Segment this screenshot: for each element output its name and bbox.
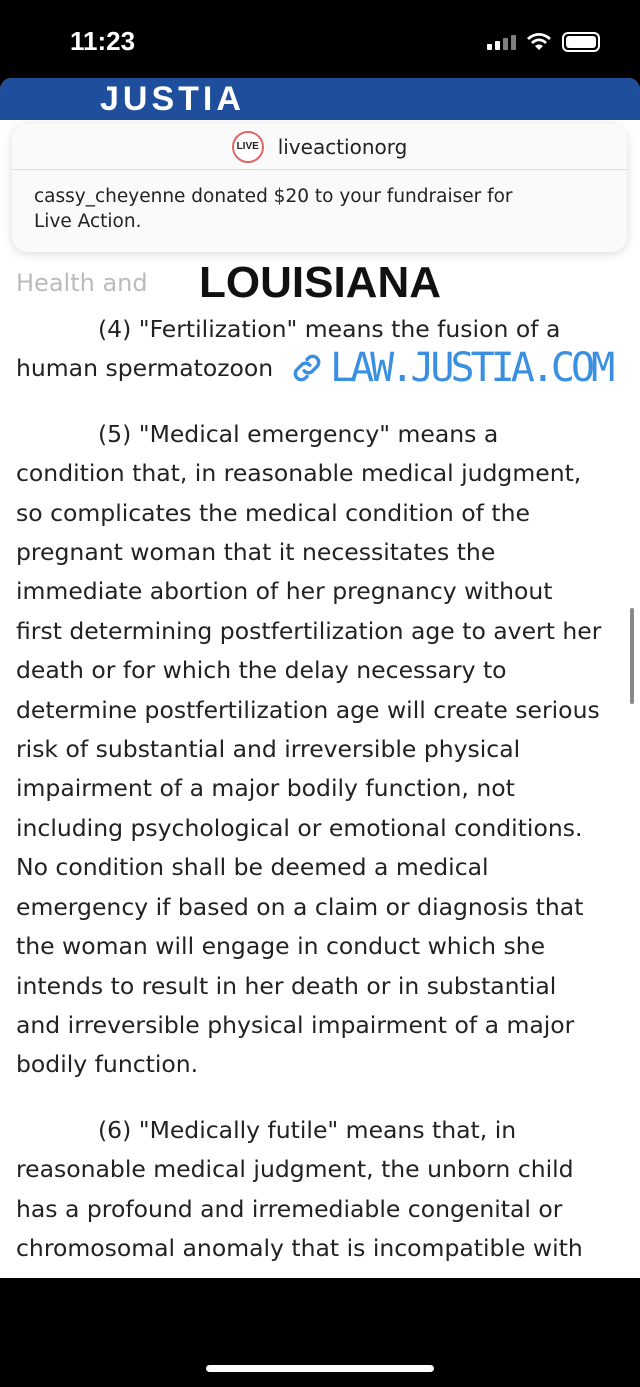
ghost-text: Health and [16, 269, 148, 297]
text-line: intends to result in her death or in substantial [16, 971, 557, 1000]
link-label: LAW.JUSTIA.COM [330, 345, 612, 391]
battery-icon [562, 32, 600, 52]
text-line: the woman will engage in conduct which she [16, 932, 546, 961]
web-page[interactable] [0, 78, 640, 1278]
text-line: immediate abortion of her pregnancy without [16, 577, 553, 606]
text-line: including psychological or emotional conditions. [16, 813, 583, 842]
text-line: (5) "Medical emergency" means a [98, 419, 499, 448]
text-line: condition that, in reasonable medical judgment, [16, 459, 582, 488]
text-line: human spermatozoon [16, 354, 274, 383]
text-line: so complicates the medical condition of the [16, 498, 530, 527]
text-line: (4) "Fertilization" means the fusion of a [98, 315, 561, 343]
home-indicator[interactable] [206, 1365, 434, 1372]
text-line: first determining postfertilization age to avert her [16, 616, 602, 645]
notification-message: cassy_cheyenne donated $20 to your fundraiser for Live Action. [34, 186, 513, 232]
clock: 11:23 [70, 26, 136, 56]
text-line: reasonable medical judgment, the unborn child [16, 1155, 574, 1184]
notification-banner[interactable] [12, 124, 627, 252]
text-line: death or for which the delay necessary to [16, 656, 507, 685]
link-sticker[interactable] [286, 346, 611, 390]
text-line: (6) "Medically futile" means that, in [98, 1115, 517, 1144]
text-line: pregnant woman that it necessitates the [16, 538, 496, 567]
status-bar [0, 0, 640, 78]
cellular-signal-icon [487, 35, 516, 50]
text-line: bodily function. [16, 1050, 199, 1079]
text-line: emergency if based on a claim or diagnosis that [16, 892, 584, 921]
text-line: has a profound and irremediable congenital or [16, 1194, 563, 1223]
text-line: and irreversible physical impairment of a major [16, 1010, 575, 1039]
text-line: No condition shall be deemed a medical [16, 853, 489, 882]
link-icon [290, 351, 324, 385]
statute-text [16, 310, 626, 1268]
text-line: risk of substantial and irreversible physical [16, 735, 521, 764]
text-line: impairment of a major bodily function, not [16, 774, 515, 803]
live-action-logo-icon: LIVE [232, 131, 264, 163]
site-header [0, 78, 640, 120]
text-line: determine postfertilization age will create serious [16, 695, 600, 724]
notification-app: liveactionorg [277, 134, 408, 159]
wifi-icon [526, 33, 552, 51]
scrollbar[interactable] [630, 608, 634, 704]
state-sticker: LOUISIANA [199, 258, 441, 307]
site-logo[interactable]: JUSTIA [100, 80, 245, 118]
text-line: chromosomal anomaly that is incompatible with [16, 1233, 583, 1262]
